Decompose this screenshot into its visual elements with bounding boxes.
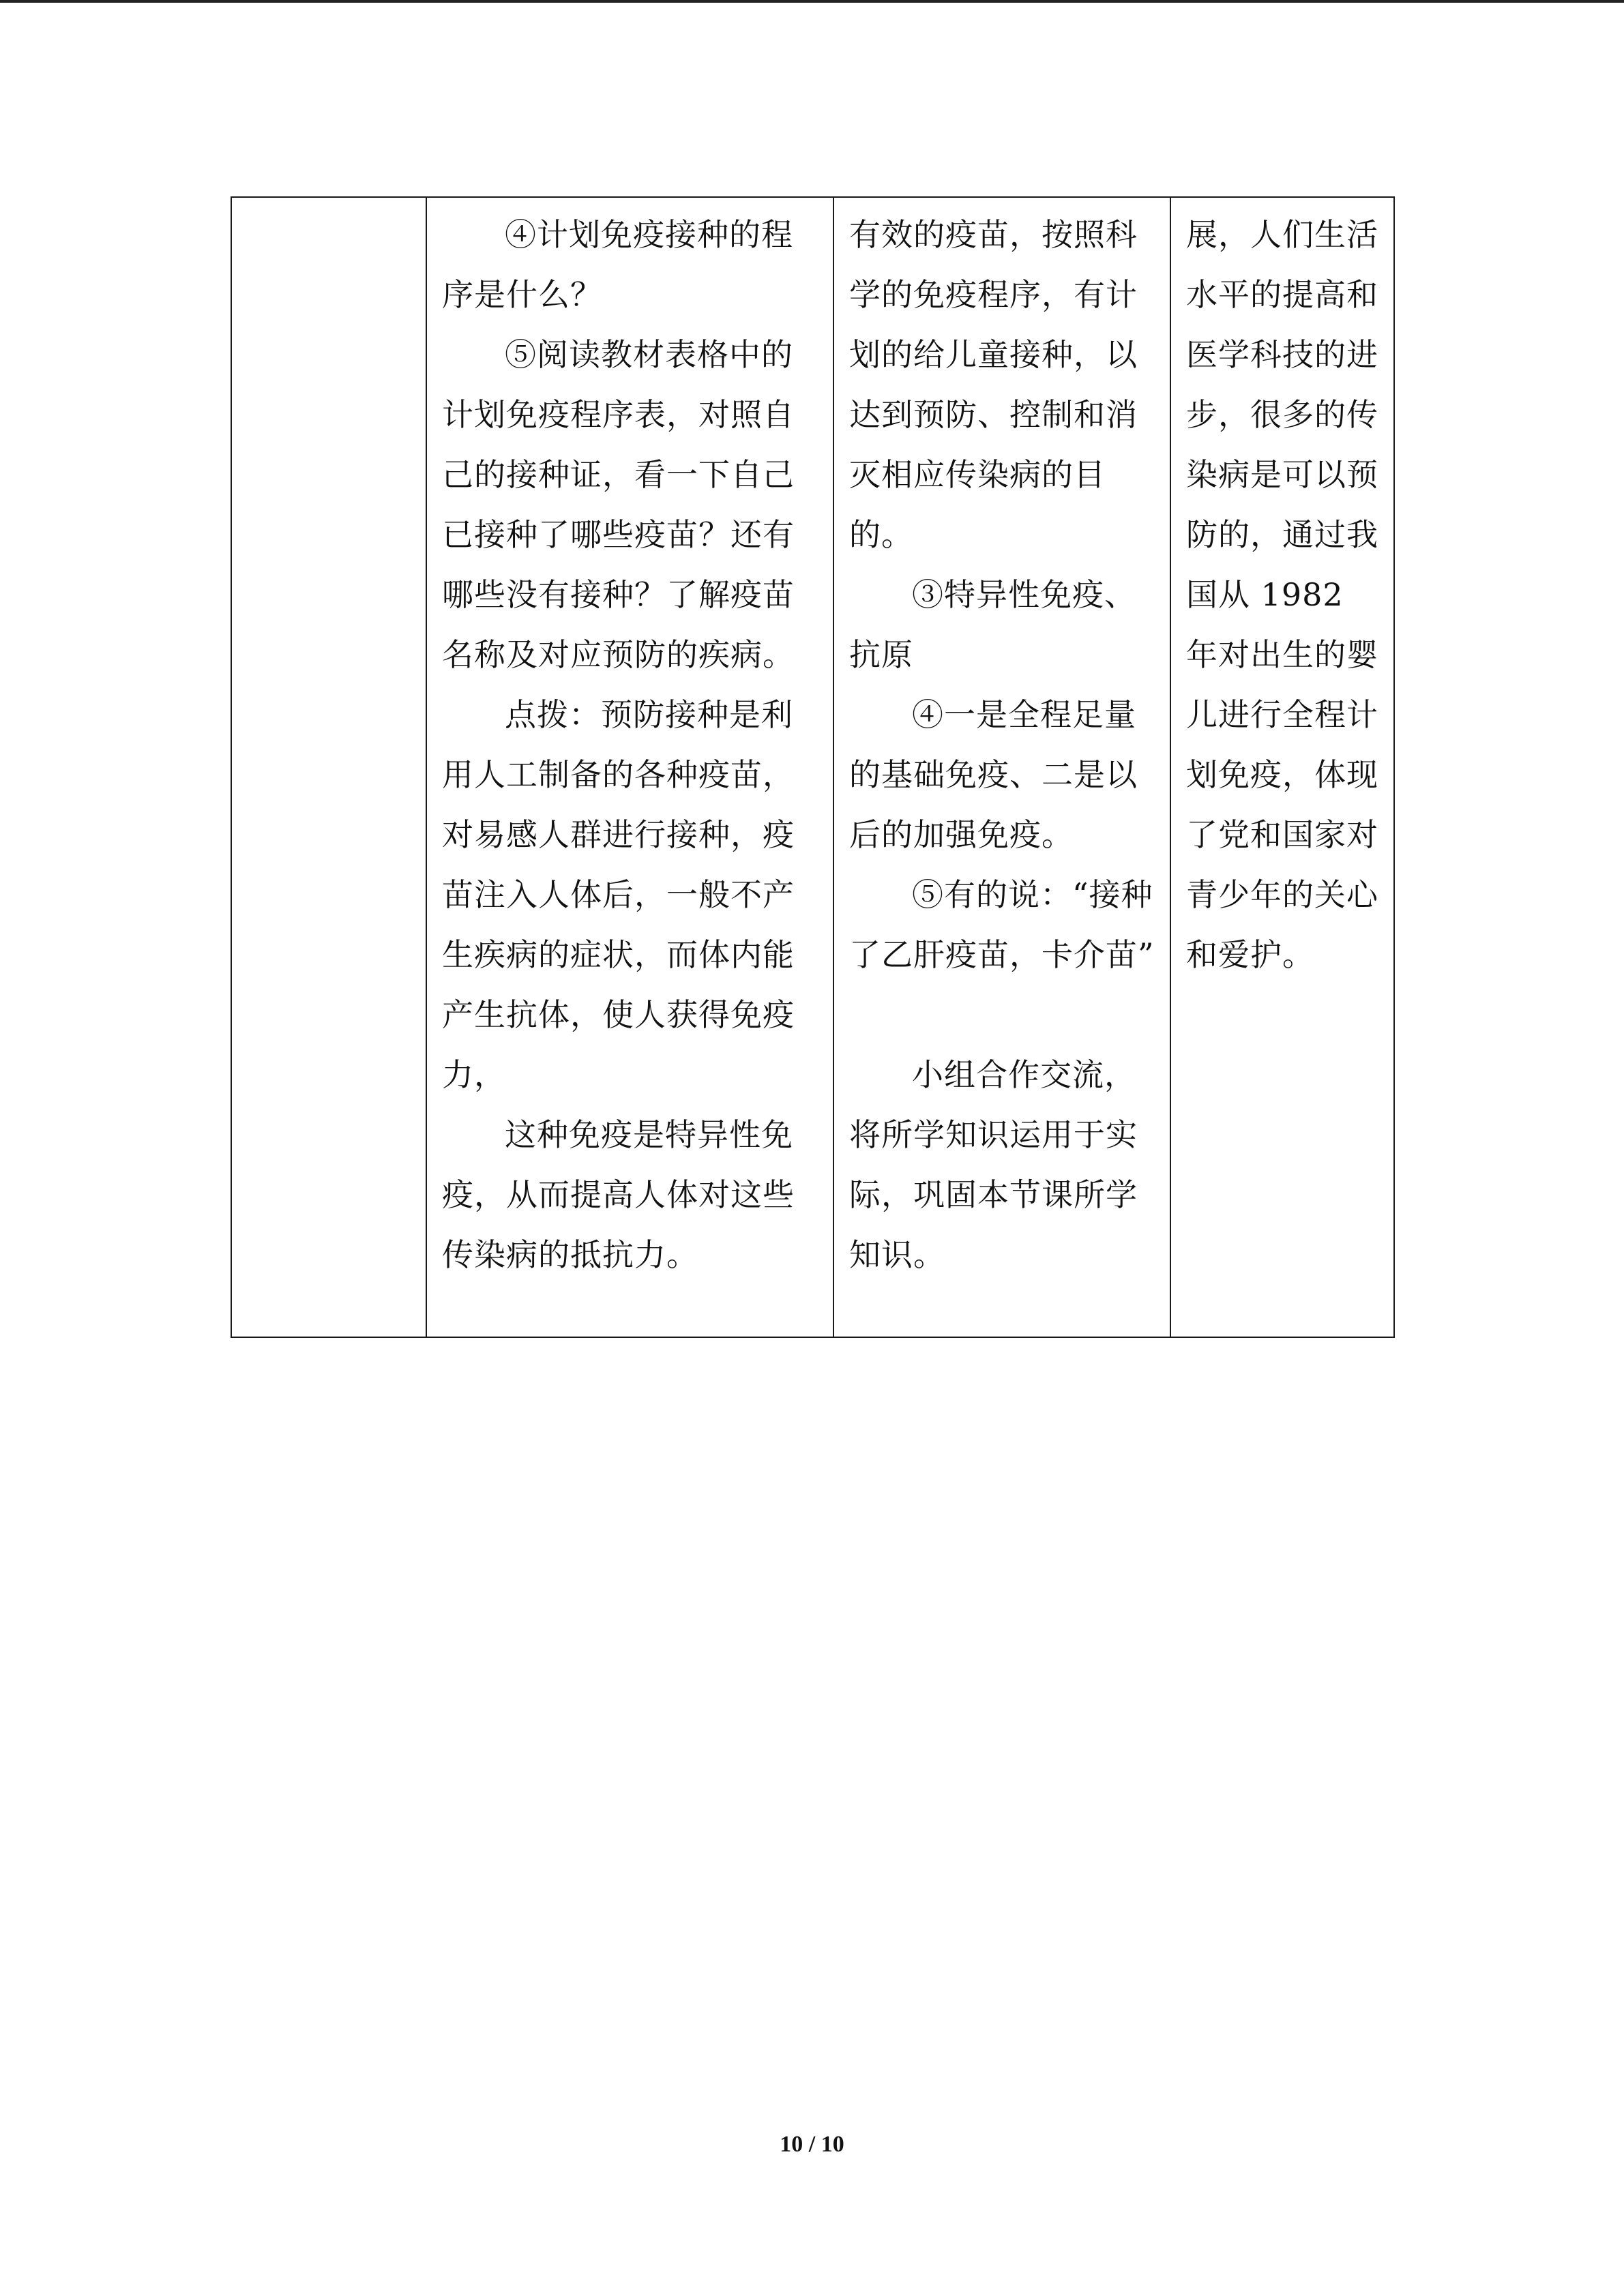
table-row [231, 197, 1394, 1337]
answer-5-text: ⑤有的说：“接种了乙肝疫苗，卡介苗” [849, 876, 1155, 973]
immunity-text: 这种免疫是特异性免疫，从而提高人体对这些传染病的抵抗力。 [442, 1116, 795, 1273]
vaccine-answer-text: 有效的疫苗，按照科学的免疫程序，有计划的给儿童接种，以达到预防、控制和消灭相应传染病的目的。 [849, 216, 1138, 553]
table-cell-design-intent [1170, 197, 1394, 1337]
answer-3-text: ③特异性免疫、抗原 [849, 576, 1136, 673]
table-cell-student-activity [833, 197, 1170, 1337]
group-discussion-text: 小组合作交流，将所学知识运用于实际，巩固本节课所学知识。 [849, 1056, 1138, 1273]
question-4-text: ④计划免疫接种的程序是什么？ [442, 216, 793, 313]
top-border-rule [0, 0, 1624, 3]
page-number: 10 / 10 [780, 2132, 844, 2157]
table-cell-empty [231, 197, 426, 1337]
design-intent-text: 展，人们生活水平的提高和医学科技的进步，很多的传染病是可以预防的，通过我国从 1982 年对出生的婴儿进行全程计划免疫，体现了党和国家对青少年的关心和爱护。 [1186, 216, 1378, 973]
lesson-plan-table [231, 196, 1395, 1338]
paragraph-gap [849, 985, 1155, 1045]
answer-4-text: ④一是全程足量的基础免疫、二是以后的加强免疫。 [849, 696, 1138, 853]
table-cell-teacher-activity [426, 197, 833, 1337]
question-5-text: ⑤阅读教材表格中的计划免疫程序表，对照自己的接种证，看一下自己已接种了哪些疫苗？还有哪些没有接种？了解疫苗名称及对应预防的疾病。 [442, 336, 795, 673]
guidance-text: 点拨：预防接种是利用人工制备的各种疫苗，对易感人群进行接种，疫苗注入人体后，一般不产生疾病的症状，而体内能产生抗体，使人获得免疫力， [442, 696, 795, 1093]
